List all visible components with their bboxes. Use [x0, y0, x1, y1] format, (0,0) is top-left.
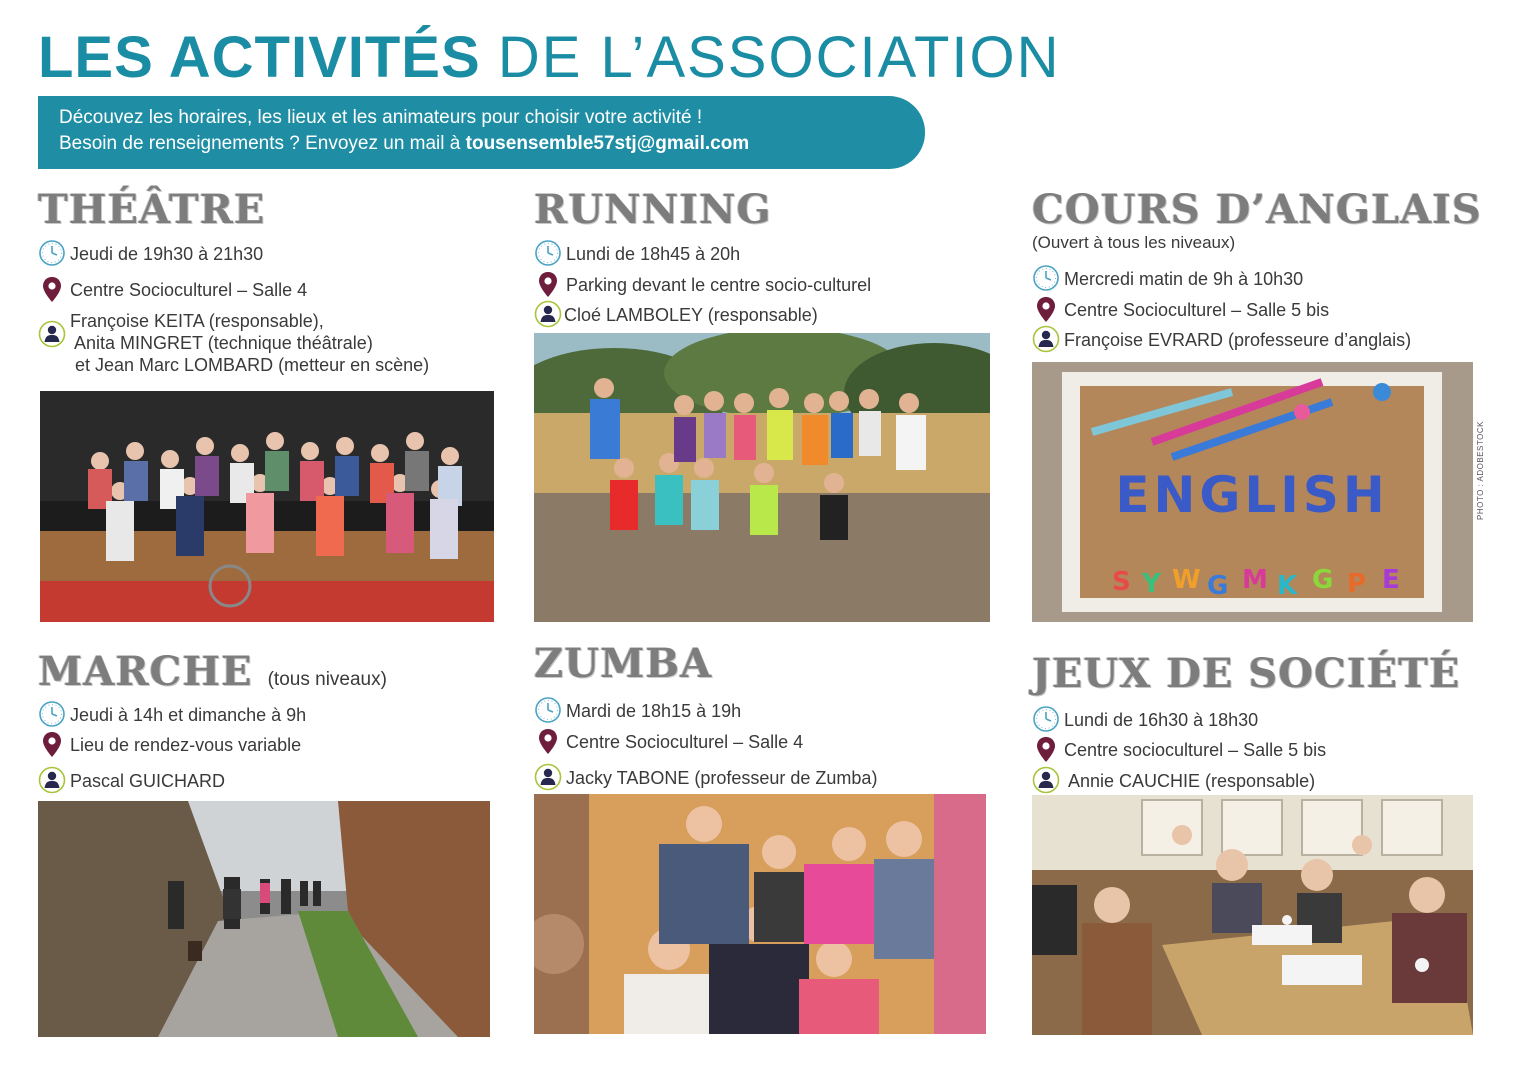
page-title — [38, 18, 1061, 98]
marche-time — [38, 704, 306, 728]
anglais-note: (Ouvert à tous les niveaux) — [1032, 233, 1236, 252]
person-icon — [534, 300, 562, 328]
zumba-time — [534, 700, 741, 724]
zumba-person-text: Jacky TABONE (professeur de Zumba) — [566, 768, 878, 788]
marche-title-text: MARCHE — [38, 648, 253, 695]
anglais-title: COURS D’ANGLAIS — [1032, 186, 1482, 233]
marche-title — [38, 648, 387, 695]
theatre-person-1: Françoise KEITA (responsable), — [70, 311, 324, 331]
svg-text:G: G — [1207, 571, 1229, 601]
running-place — [534, 274, 871, 298]
anglais-photo — [1032, 362, 1473, 622]
zumba-photo — [534, 794, 986, 1034]
page-title-light: DE L’ASSOCIATION — [497, 25, 1061, 90]
zumba-place — [534, 731, 803, 755]
marche-person — [38, 770, 225, 794]
marche-place — [38, 734, 301, 758]
person-icon — [1032, 766, 1060, 794]
zumba-time-text: Mardi de 18h15 à 19h — [566, 701, 742, 721]
location-pin-icon — [534, 270, 562, 298]
anglais-time-text: Mercredi matin de 9h à 10h30 — [1064, 269, 1304, 289]
theatre-place — [38, 279, 307, 303]
clock-icon — [38, 239, 66, 267]
zumba-place-text: Centre Socioculturel – Salle 4 — [566, 732, 804, 752]
contact-email-link[interactable]: tousensemble57stj@gmail.com — [465, 133, 750, 154]
theatre-time-text: Jeudi de 19h30 à 21h30 — [70, 244, 264, 264]
running-title: RUNNING — [534, 186, 772, 233]
theatre-person-2: Anita MINGRET (technique théâtrale) — [70, 333, 373, 353]
running-photo — [534, 333, 990, 622]
person-icon — [1032, 325, 1060, 353]
svg-text:S: S — [1112, 567, 1131, 597]
running-time-text: Lundi de 18h45 à 20h — [566, 244, 741, 264]
theatre-place-text: Centre Socioculturel – Salle 4 — [70, 280, 308, 300]
banner-line-1: Découvez les horaires, les lieux et les animateurs pour choisir votre activité ! — [59, 107, 703, 128]
jeux-title: JEUX DE SOCIÉTÉ — [1032, 650, 1461, 697]
svg-text:Y: Y — [1142, 569, 1161, 599]
anglais-person-text: Françoise EVRARD (professeure d’anglais) — [1064, 330, 1412, 350]
banner-line-2-prefix: Besoin de renseignements ? Envoyez un mail à — [59, 133, 466, 154]
jeux-time — [1032, 709, 1258, 733]
location-pin-icon — [38, 275, 66, 303]
jeux-photo — [1032, 795, 1473, 1035]
clock-icon — [1032, 705, 1060, 733]
marche-note: (tous niveaux) — [267, 669, 387, 690]
svg-text:G: G — [1312, 565, 1334, 595]
location-pin-icon — [1032, 735, 1060, 763]
theatre-people — [38, 310, 429, 376]
zumba-title: ZUMBA — [534, 640, 713, 687]
marche-person-text: Pascal GUICHARD — [70, 771, 226, 791]
info-banner — [38, 96, 925, 169]
anglais-time — [1032, 268, 1303, 292]
jeux-person — [1032, 770, 1315, 794]
theatre-title: THÉÂTRE — [38, 186, 266, 233]
running-time — [534, 243, 740, 267]
marche-place-text: Lieu de rendez-vous variable — [70, 735, 302, 755]
svg-text:P: P — [1347, 569, 1367, 599]
theatre-time — [38, 243, 263, 267]
photo-credit: PHOTO : ADOBESTOCK — [1476, 421, 1485, 520]
jeux-time-text: Lundi de 16h30 à 18h30 — [1064, 710, 1259, 730]
jeux-place-text: Centre socioculturel – Salle 5 bis — [1064, 740, 1327, 760]
anglais-person — [1032, 329, 1411, 353]
svg-text:E: E — [1382, 565, 1400, 595]
location-pin-icon — [534, 727, 562, 755]
running-place-text: Parking devant le centre socio-culturel — [566, 275, 872, 295]
clock-icon — [534, 696, 562, 724]
running-person-text: Cloé LAMBOLEY (responsable) — [564, 305, 818, 325]
svg-text:K: K — [1277, 571, 1298, 601]
marche-time-text: Jeudi à 14h et dimanche à 9h — [70, 705, 307, 725]
person-icon — [534, 763, 562, 791]
person-icon — [38, 320, 66, 348]
zumba-person — [534, 767, 877, 791]
person-icon — [38, 766, 66, 794]
theatre-people-text — [70, 310, 429, 376]
clock-icon — [534, 239, 562, 267]
location-pin-icon — [1032, 295, 1060, 323]
banner-line-2 — [59, 131, 925, 157]
jeux-person-text: Annie CAUCHIE (responsable) — [1068, 771, 1316, 791]
theatre-person-3: et Jean Marc LOMBARD (metteur en scène) — [70, 355, 430, 375]
clock-icon — [38, 700, 66, 728]
running-person — [534, 304, 818, 328]
theatre-photo — [40, 391, 494, 622]
location-pin-icon — [38, 730, 66, 758]
marche-photo — [38, 801, 490, 1037]
jeux-place — [1032, 739, 1326, 763]
anglais-place — [1032, 299, 1329, 323]
english-photo-word: ENGLISH — [1115, 466, 1389, 524]
svg-text:M: M — [1242, 565, 1268, 595]
clock-icon — [1032, 264, 1060, 292]
page-title-bold: LES ACTIVITÉS — [38, 25, 481, 90]
svg-text:W: W — [1172, 565, 1201, 595]
anglais-place-text: Centre Socioculturel – Salle 5 bis — [1064, 300, 1330, 320]
